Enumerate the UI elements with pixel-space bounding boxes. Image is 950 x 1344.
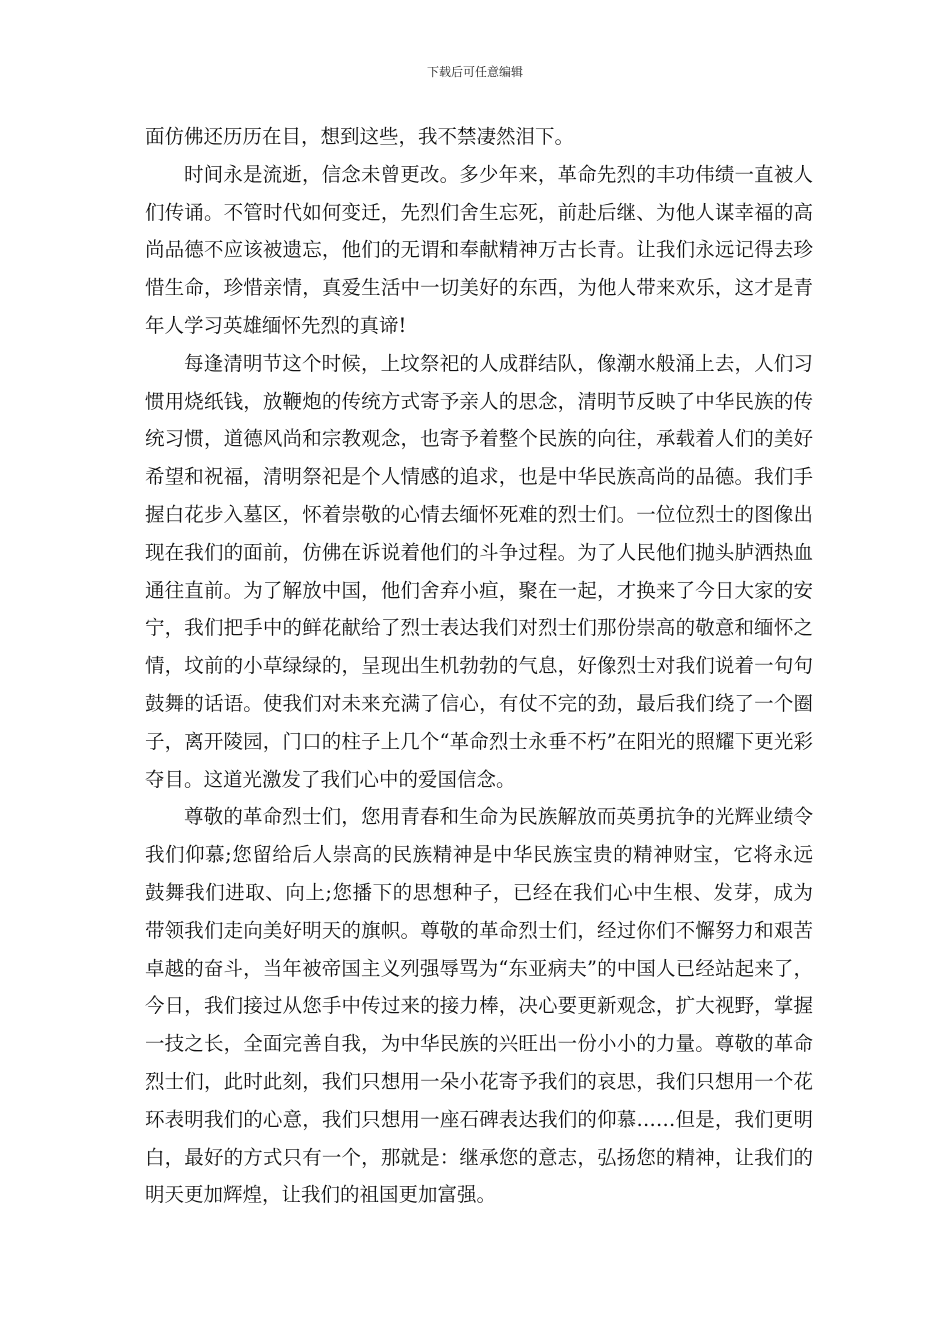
paragraph-qingming: 每逢清明节这个时候，上坟祭祀的人成群结队，像潮水般涌上去，人们习惯用烧纸钱，放鞭炮的传统方式寄予亲人的思念，清明节反映了中华民族的传统习惯，道德风尚和宗教观念，也寄予着整个民族的向往，承载着人们的美好希望和祝福，清明祭祀是个人情感的追求，也是中华民族高尚的品德。我们手握白花步入墓区，怀着崇敬的心情去缅怀死难的烈士们。一位位烈士的图像出现在我们的面前，仿佛在诉说着他们的斗争过程。为了人民他们抛头胪洒热血通往直前。为了解放中国，他们舍弃小疸，聚在一起，才换来了今日大家的安宁，我们把手中的鲜花献给了烈士表达我们对烈士们那份崇高的敬意和缅怀之情，坟前的小草绿绿的，呈现出生机勃勃的气息，好像烈士对我们说着一句句鼓舞的话语。使我们对未来充满了信心，有仗不完的劲，最后我们绕了一个圈子，离开陵园，门口的柱子上几个“革命烈士永垂不朽”在阳光的照耀下更光彩夺目。这道光激发了我们心中的爱国信念。 xyxy=(145,351,813,791)
page-header: 下载后可任意编辑 xyxy=(426,65,523,79)
paragraph-tribute: 尊敬的革命烈士们，您用青春和生命为民族解放而英勇抗争的光辉业绩令我们仰慕;您留给后人崇高的民族精神是中华民族宝贵的精神财宝，它将永远鼓舞我们进取、向上;您播下的思想种子，已经在我们心中生根、发芽，成为带领我们走向美好明天的旗帜。尊敬的革命烈士们，经过你们不懈努力和艰苦卓越的奋斗，当年被帝国主义列强辱骂为“东亚病夫”的中国人已经站起来了，今日，我们接过从您手中传过来的接力棒，决心要更新观念，扩大视野，掌握一技之长，全面完善自我，为中华民族的兴旺出一份小小的力量。尊敬的革命烈士们，此时此刻，我们只想用一朵小花寄予我们的哀思，我们只想用一个花环表明我们的心意，我们只想用一座石碑表达我们的仰慕……但是，我们更明白，最好的方式只有一个，那就是：继承您的意志，弘扬您的精神，让我们的明天更加辉煌，让我们的祖国更加富强。 xyxy=(145,805,813,1207)
paragraph-continuation: 面仿佛还历历在目，想到这些，我不禁凄然泪下。 xyxy=(145,125,575,148)
paragraph-faith: 时间永是流逝，信念未曾更改。多少年来，革命先烈的丰功伟绩一直被人们传诵。不管时代如何变迁，先烈们舍生忘死，前赴后继、为他人谋幸福的高尚品德不应该被遗忘，他们的无谓和奉献精神万古长青。让我们永远记得去珍惜生命，珍惜亲情，真爱生活中一切美好的东西，为他人带来欢乐，这才是青年人学习英雄缅怀先烈的真谛! xyxy=(145,162,813,337)
document-body xyxy=(145,118,813,1214)
